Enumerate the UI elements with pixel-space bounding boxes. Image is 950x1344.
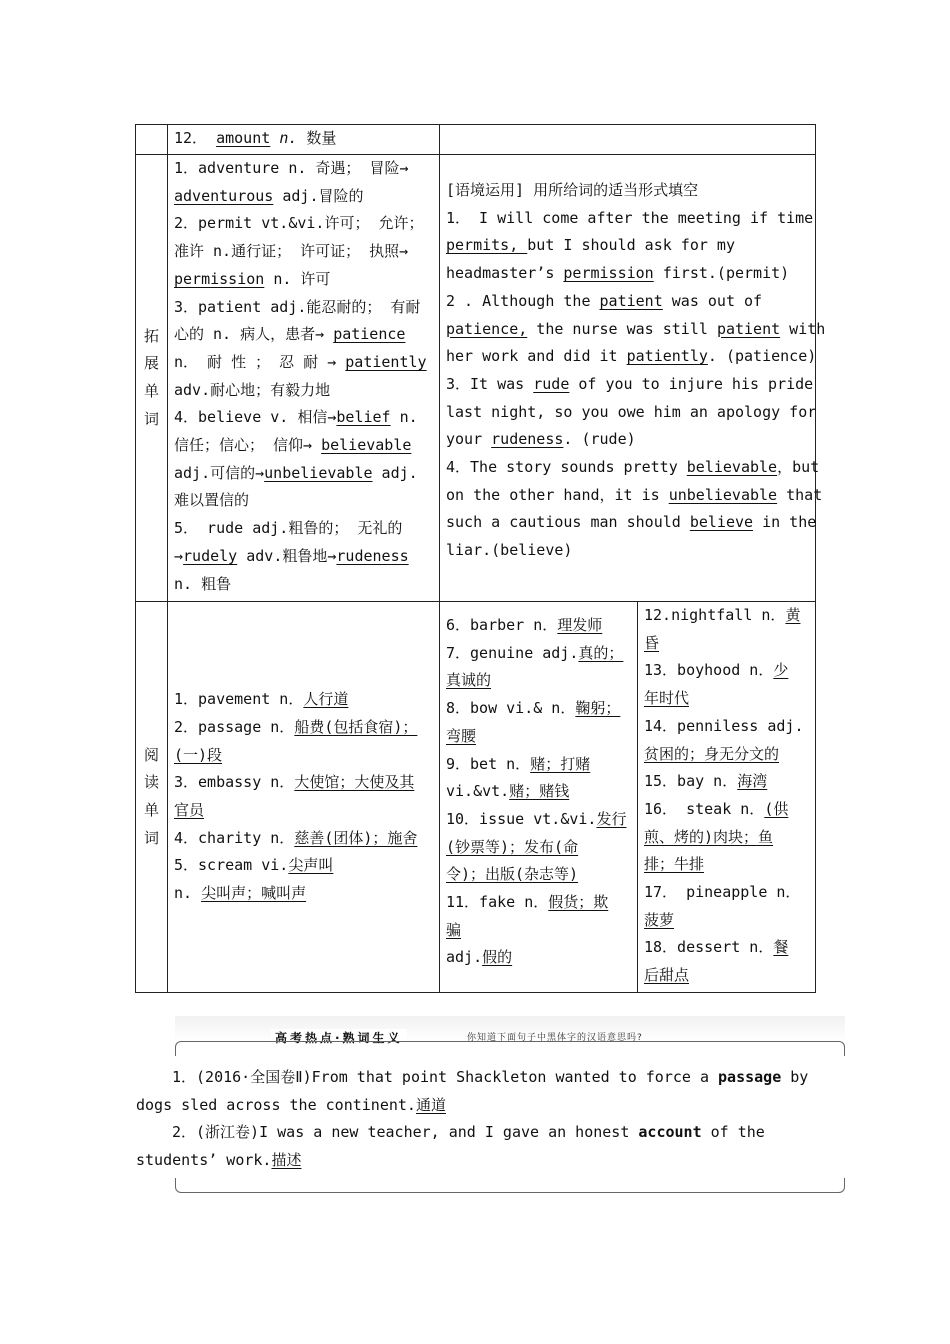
table-row [136,602,816,993]
reading-words-col3: 12.nightfall n．黄 昏 13．boyhood n．少 年时代 14．penniless adj. 贫困的；身无分文的 15．bay n．海湾 16． steak n．(供 煎、烤的)肉块；鱼 排；牛排 17． pineapple n． 菠萝 18．dessert n．餐 后甜点 [638,602,816,993]
vocab-table [135,124,826,993]
section-label-expand: 拓 展 单 词 [136,155,168,602]
section-title: 高考热点·熟词生义 [271,1029,407,1046]
section-subtitle: 你知道下面句子中黑体字的汉语意思吗? [467,1033,643,1043]
table-row [136,155,816,602]
table-row [136,125,816,155]
vocab-item-12: 12． amount n. 数量 [168,125,440,155]
usage-exercise: [语境运用] 用所给词的适当形式填空 1． I will come after the meeting if time permits, but I should ask for my headmaster’s permission first.(permit) 2 . Although the patient was out of patience, the nurse was still patient with her work and did it patiently. (patience) 3．It was rude of you to injure his pride last night, so you owe him an apology for your rudeness. (rude) 4．The story sounds pretty believable，but on the other hand，it is unbelievable that such a cautious man should believe in the liar.(believe) [440,155,816,602]
reading-words-col2: 6．barber n．理发师 7．genuine adj.真的； 真诚的 8．bow vi.& n．鞠躬； 弯腰 9．bet n．赌；打赌 vi.&vt.赌；赌钱 10．issue vt.&vi.发行 (钞票等)；发布(命 令)；出版(杂志等) 11．fake n．假货；欺 骗 adj.假的 [440,602,638,993]
expand-word-list: 1．adventure n. 奇遇； 冒险→ adventurous adj.冒险的 2．permit vt.&vi.许可； 允许； 准许 n.通行证； 许可证； 执照→ permission n. 许可 3．patient adj.能忍耐的； 有耐 心的 n. 病人，患者→ patience n． 耐 性 ； 忍 耐 → patiently adv.耐心地；有毅力地 4．believe v. 相信→belief n. 信任；信心； 信仰→ believable adj.可信的→unbelievable adj. 难以置信的 5． rude adj.粗鲁的； 无礼的 →rudely adv.粗鲁地→rudeness n. 粗鲁 [168,155,440,602]
box-frame-top [175,1041,845,1056]
box-frame-bottom [175,1178,845,1193]
reading-words-col1: 1．pavement n．人行道 2．passage n．船费(包括食宿)； (一)段 3．embassy n．大使馆；大使及其 官员 4．charity n．慈善(团体)；施舍 5．scream vi.尖声叫 n. 尖叫声；喊叫声 [168,602,440,993]
section-label-reading: 阅 读 单 词 [136,602,168,993]
example-sentence-2: 2．(浙江卷)I was a new teacher, and I gave an honest account of the students’ work.描述 [136,1123,765,1169]
example-sentence-1: 1．(2016·全国卷Ⅱ)From that point Shackleton wanted to force a passage by dogs sled across the continent.通道 [136,1068,809,1114]
